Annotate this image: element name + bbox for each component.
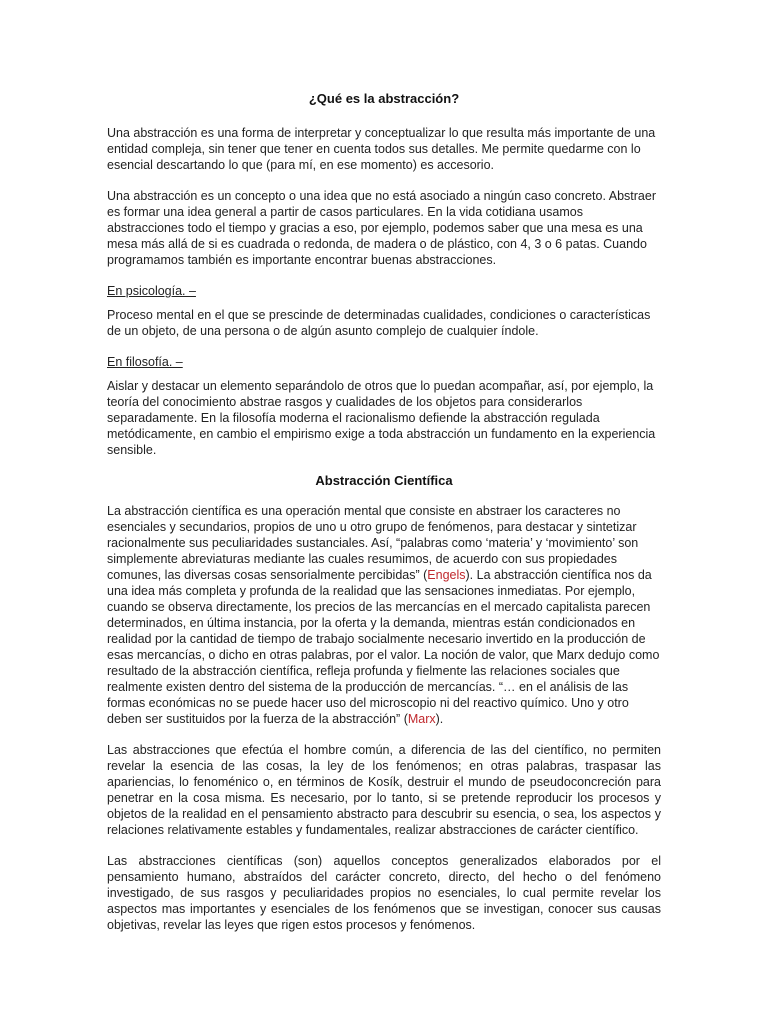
link-engels[interactable]: Engels bbox=[427, 568, 466, 582]
paragraph-text-part-1: La abstracción científica es una operación mental que consiste en abstraer los caracteres no esenciales y secundarios, propios de uno u otro grupo de fenómenos, para destacar y sintetizar racionalmente sus peculiaridades sustanciales. Así, “palabras como ‘materia’ y ‘movimiento’ son simplemente abreviaturas mediante las cuales resumimos, de acuerdo con sus propiedades comunes, las diversas cosas sensorialmente percibidas” ( bbox=[107, 504, 639, 582]
paragraph-conceptos-generalizados: Las abstracciones científicas (son) aquellos conceptos generalizados elaborados por el pensamiento humano, abstraídos del carácter concreto, directo, del hecho o del fenómeno investigado, de sus rasgos y peculiaridades propios no esenciales, lo cual permite revelar los aspectos mas importantes y esenciales de los fenómenos que se investigan, conocer sus causas objetivas, revelar las leyes que rigen estos procesos y fenómenos. bbox=[107, 854, 661, 932]
section-title-abstraccion-cientifica: Abstracción Científica bbox=[315, 473, 453, 488]
paragraph-text-part-3: ). bbox=[435, 712, 444, 726]
paragraph-text-part-2: ). La abstracción científica nos da una idea más completa y profunda de la realidad que las sensaciones inmediatas. Por ejemplo, cuando se observa directamente, los precios de las mercancías en el mercado capitalista parecen determinados, en última instancia, por la oferta y la demanda, mientras están condicionados en realidad por la cantidad de tiempo de trabajo socialmente necesario invertido en la producción de esas mercancías, o dicho en otras palabras, por el valor. La noción de valor, que Marx dedujo como resultado de la abstracción científica, refleja profunda y fielmente las relaciones sociales que realmente existen dentro del sistema de la producción de mercancías. “… en el análisis de las formas económicas no se puede hacer uso del microscopio ni del reactivo químico. Uno y otro deben ser sustituidos por la fuerza de la abstracción” ( bbox=[107, 568, 660, 726]
paragraph-abstraccion-cientifica bbox=[107, 503, 661, 727]
intro-paragraph-1: Una abstracción es una forma de interpretar y conceptualizar lo que resulta más importante de una entidad compleja, sin tener que tener en cuenta todos sus detalles. Me permite quedarme con lo esencial descartando lo que (para mí, en ese momento) es accesorio. bbox=[107, 126, 656, 172]
link-marx[interactable]: Marx bbox=[407, 712, 436, 726]
paragraph-hombre-comun: Las abstracciones que efectúa el hombre común, a diferencia de las del científico, no permiten revelar la esencia de las cosas, la ley de los fenómenos; en otras palabras, traspasar las apariencias, lo fenoménico o, en términos de Kosík, destruir el mundo de pseudoconcreción para penetrar en la cosa misma. Es necesario, por lo tanto, si se pretende reproducir los procesos y objetos de la realidad en el pensamiento abstracto para descubrir su esencia, o sea, los aspectos y relaciones relativamente estables y fundamentales, realizar abstracciones de carácter científico. bbox=[107, 743, 661, 837]
heading-filosofia: En filosofía. – bbox=[107, 355, 183, 369]
document-page bbox=[107, 91, 661, 948]
paragraph-filosofia: Aislar y destacar un elemento separándolo de otros que lo puedan acompañar, así, por ejemplo, la teoría del conocimiento abstrae rasgos y cualidades de los objetos para considerarlos separadamente. En la filosofía moderna el racionalismo defiende la abstracción regulada metódicamente, en cambio el empirismo exige a toda abstracción un fundamento en la experiencia sensible. bbox=[107, 379, 656, 457]
paragraph-psicologia: Proceso mental en el que se prescinde de determinadas cualidades, condiciones o características de un objeto, de una persona o de algún asunto complejo de cualquier índole. bbox=[107, 308, 651, 338]
page-title: ¿Qué es la abstracción? bbox=[308, 91, 460, 106]
intro-paragraph-2: Una abstracción es un concepto o una idea que no está asociado a ningún caso concreto. Abstraer es formar una idea general a partir de casos particulares. En la vida cotidiana usamos abstracciones todo el tiempo y gracias a eso, por ejemplo, podemos saber que una mesa es una mesa más allá de si es cuadrada o redonda, de madera o de plástico, con 4, 3 o 6 patas. Cuando programamos también es importante encontrar buenas abstracciones. bbox=[107, 189, 656, 267]
heading-psicologia: En psicología. – bbox=[107, 284, 196, 298]
